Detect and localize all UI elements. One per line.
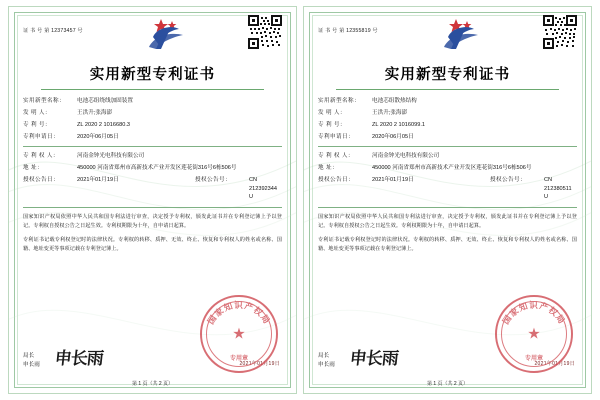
field-label: 地 址： — [23, 165, 43, 172]
field-row — [318, 109, 577, 118]
field-label: 实用新型名称： — [23, 98, 65, 104]
certificate-content-2 — [304, 7, 591, 393]
field-label: 专 利 权 人： — [318, 153, 354, 160]
director-signature: 申长雨 — [53, 349, 104, 369]
certificate-header-2 — [318, 15, 577, 61]
field-row — [23, 97, 282, 106]
field-value: 450000 河南省郑州市高新技术产业开发区莲花街316号6栋506号 — [77, 165, 237, 172]
certificate-card-1 — [8, 6, 297, 394]
grant-row — [23, 176, 282, 202]
seal-star-icon: ★ — [527, 325, 541, 343]
certificate-content-1 — [9, 7, 296, 393]
svg-text:国家知识产权局: 国家知识产权局 — [501, 301, 567, 327]
grant-date-label: 授权公告日： — [318, 176, 354, 183]
field-row — [23, 133, 282, 142]
grant-no-label: 授权公告号： — [195, 176, 231, 183]
field-value: ZL 2020 2 1016099.1 — [372, 121, 425, 128]
legal-paragraph-1: 国家知识产权局依照中华人民共和国专利法进行审查，决定授予专利权，颁发此证书并在专利登记簿上予以登记。专利权自授权公告之日起生效。专利权期限为十年，自申请日起算。 — [318, 213, 577, 230]
grant-date-value: 2021年01月19日 — [372, 176, 414, 183]
field-label: 专 利 权 人： — [23, 153, 59, 160]
certificate-title-1: 实用新型专利证书 — [89, 67, 216, 83]
director-title: 局长 申长雨 — [23, 353, 40, 368]
seal-star-icon: ★ — [232, 325, 246, 343]
certificate-number-2: 证 书 号 第 12355819 号 — [318, 28, 378, 34]
page-footer-1: 第 1 页（共 2 页） — [131, 381, 174, 387]
field-label: 专利申请日： — [23, 133, 59, 140]
field-value: 电池芯组散热结构 — [372, 98, 417, 104]
signature-date-2: 2021年01月19日 — [534, 361, 575, 367]
certificate-number-1: 证 书 号 第 12373457 号 — [23, 28, 83, 34]
page-footer-2: 第 1 页（共 2 页） — [426, 381, 469, 387]
seal-bottom-text: 专用章 — [229, 356, 248, 362]
title-divider-2 — [336, 89, 559, 90]
field-row — [23, 164, 282, 173]
signature-block-2 — [318, 344, 398, 369]
director-title: 局长 申长雨 — [318, 353, 335, 368]
field-label: 发 明 人： — [318, 109, 346, 116]
field-row — [318, 97, 577, 106]
field-divider-1 — [23, 146, 282, 147]
field-divider-2 — [23, 207, 282, 208]
certificate-card-2 — [303, 6, 592, 394]
certificate-title-2: 实用新型专利证书 — [384, 67, 511, 83]
official-seal-2 — [495, 295, 573, 373]
signature-date-1: 2021年01月19日 — [239, 361, 280, 367]
grant-no-value: CN 212392344 U — [249, 176, 277, 201]
field-value: 河南金钟光电科技有限公司 — [372, 153, 440, 160]
field-label: 专利申请日： — [318, 133, 354, 140]
title-divider-1 — [41, 89, 264, 90]
field-row — [318, 133, 577, 142]
field-value: 电池芯组绕线加固装置 — [77, 98, 133, 104]
field-value: 2020年06月05日 — [77, 133, 119, 140]
field-row — [318, 164, 577, 173]
field-row — [318, 121, 577, 130]
field-divider-2 — [318, 207, 577, 208]
cnipa-logo-icon — [434, 15, 486, 55]
seal-bottom-text: 专用章 — [524, 356, 543, 362]
qr-code-2 — [543, 15, 577, 49]
director-signature: 申长雨 — [348, 349, 399, 369]
grant-no-value: CN 212380511 U — [544, 176, 572, 201]
field-label: 地 址： — [318, 165, 338, 172]
signature-block-1 — [23, 344, 103, 369]
field-label: 专 利 号： — [23, 121, 51, 128]
official-seal-1 — [200, 295, 278, 373]
legal-paragraph-1: 国家知识产权局依照中华人民共和国专利法进行审查，决定授予专利权，颁发此证书并在专利登记簿上予以登记。专利权自授权公告之日起生效。专利权期限为十年，自申请日起算。 — [23, 213, 282, 230]
grant-date-label: 授权公告日： — [23, 176, 59, 183]
cnipa-logo-icon — [139, 15, 191, 55]
grant-date-value: 2021年01月19日 — [77, 176, 119, 183]
field-row — [23, 152, 282, 161]
field-row — [23, 121, 282, 130]
certificate-fields-1 — [23, 97, 282, 208]
certificate-header-1 — [23, 15, 282, 61]
field-value: 河南金钟光电科技有限公司 — [77, 153, 145, 160]
field-row — [318, 152, 577, 161]
field-value: ZL 2020 2 1016680.3 — [77, 121, 130, 128]
field-value: 450000 河南省郑州市高新技术产业开发区莲花街316号6栋506号 — [372, 165, 532, 172]
field-label: 实用新型名称： — [318, 98, 360, 104]
field-value: 2020年06月05日 — [372, 133, 414, 140]
legal-paragraph-2: 专利证书记载专利权登记时的法律状况。专利权的转移、质押、无效、终止、恢复和专利权人的姓名或名称、国籍、地址变更等事项记载在专利登记簿上。 — [23, 236, 282, 253]
field-label: 专 利 号： — [318, 121, 346, 128]
field-row — [23, 109, 282, 118]
field-label: 发 明 人： — [23, 109, 51, 116]
grant-no-label: 授权公告号： — [490, 176, 526, 183]
field-divider-1 — [318, 146, 577, 147]
certificate-fields-2 — [318, 97, 577, 208]
field-value: 王洪升;张海澎 — [372, 109, 408, 116]
grant-row — [318, 176, 577, 202]
qr-code-1 — [248, 15, 282, 49]
field-value: 王洪升;张海澎 — [77, 109, 113, 116]
svg-text:国家知识产权局: 国家知识产权局 — [206, 301, 272, 327]
legal-paragraph-2: 专利证书记载专利权登记时的法律状况。专利权的转移、质押、无效、终止、恢复和专利权人的姓名或名称、国籍、地址变更等事项记载在专利登记簿上。 — [318, 236, 577, 253]
